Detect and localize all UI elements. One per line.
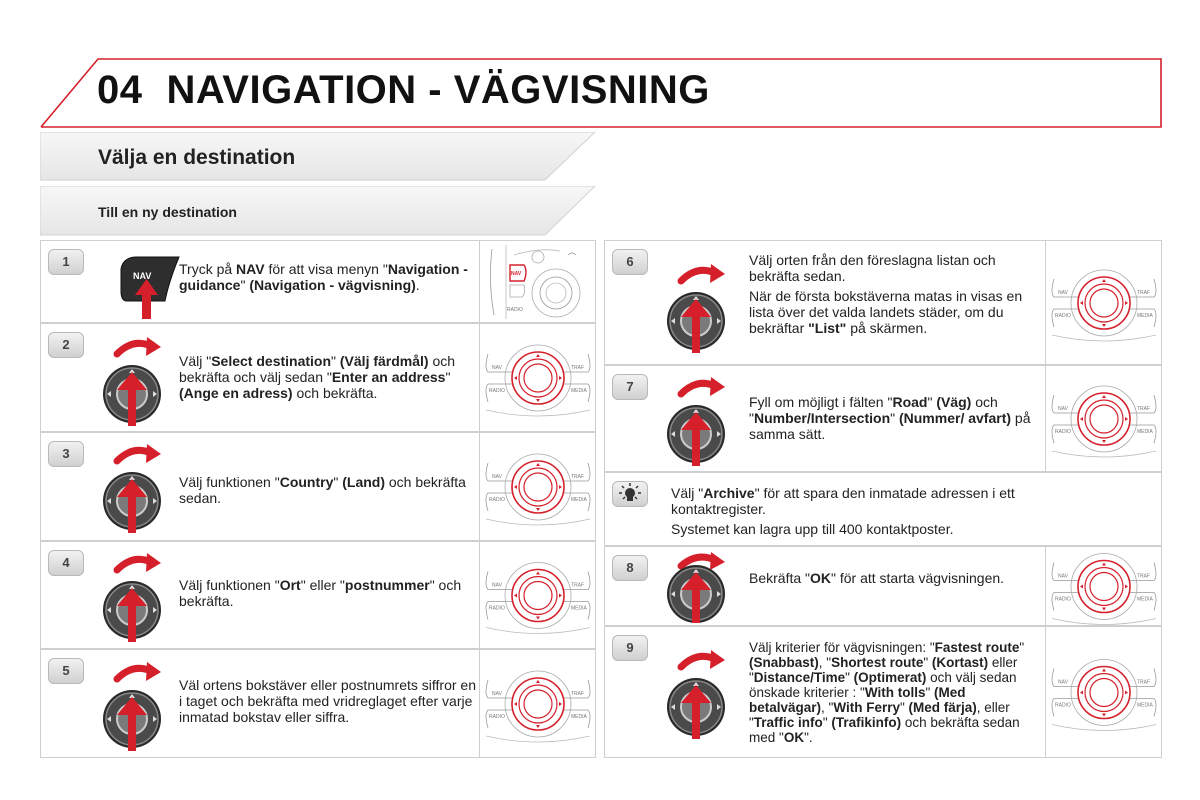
svg-text:TRAF: TRAF [571,365,585,371]
step-instruction: Väl ortens bokstäver eller postnumrets siffror en i taget och bekräfta med vridreglaget efter varje inmatad bokstav eller siffra. [179,677,476,725]
svg-text:TRAF: TRAF [571,474,585,480]
svg-text:RADIO: RADIO [489,714,505,720]
rotary-knob-icon [99,439,165,540]
rotary-knob-icon [663,259,729,360]
chapter-title [97,68,710,113]
svg-text:MEDIA: MEDIA [571,388,587,394]
step-number-badge: 5 [48,658,84,684]
step-instruction [749,252,1045,336]
nav-thumbnail [479,241,595,322]
svg-text:NAV: NAV [1058,290,1068,296]
nav-button-icon [117,251,187,324]
svg-text:TRAF: TRAF [1137,573,1151,580]
svg-text:MEDIA: MEDIA [571,497,587,503]
control-panel-thumbnail [479,650,595,757]
svg-text:MEDIA: MEDIA [1137,429,1153,435]
tip-note: Systemet kan lagra upp till 400 kontaktposter. [671,521,954,537]
step-number-badge: 3 [48,441,84,467]
step-number-badge: 2 [48,332,84,358]
step-9 [604,626,1162,758]
rotary-knob-icon [663,645,729,746]
step-instruction: Fyll om möjligt i fälten "Road" (Väg) och "Number/Intersection" (Nummer/ avfart) på samma sätt. [749,394,1031,442]
step-5 [40,649,596,758]
rotary-knob-icon [99,548,165,649]
svg-text:TRAF: TRAF [571,691,585,697]
svg-text:RADIO: RADIO [1055,429,1071,435]
step-2 [40,323,596,432]
control-panel-thumbnail [1045,627,1161,757]
svg-text:NAV: NAV [492,474,502,480]
svg-text:RADIO: RADIO [507,307,523,313]
control-panel-thumbnail [479,542,595,648]
step-instruction-line: Välj orten från den föreslagna listan och bekräfta sedan. [749,252,996,284]
subsection-title: Till en ny destination [98,204,237,220]
tip-line: Välj "Archive" för att spara den inmatade adressen i ett kontaktregister. [671,485,1015,517]
step-number-badge: 7 [612,374,648,400]
svg-text:MEDIA: MEDIA [571,605,587,612]
svg-text:NAV: NAV [511,271,522,277]
svg-text:RADIO: RADIO [1055,702,1071,709]
svg-text:NAV: NAV [1058,679,1068,686]
step-7 [604,365,1162,472]
control-panel-thumbnail [479,433,595,540]
tip-text [671,485,1091,537]
svg-text:NAV: NAV [1058,573,1068,580]
lightbulb-icon [612,481,648,507]
rotary-knob-icon [663,372,729,473]
step-number-badge: 9 [612,635,648,661]
svg-text:MEDIA: MEDIA [1137,596,1153,603]
svg-text:MEDIA: MEDIA [571,714,587,720]
step-number-badge: 4 [48,550,84,576]
step-3 [40,432,596,541]
svg-text:NAV: NAV [492,365,502,371]
svg-text:NAV: NAV [492,582,502,589]
step-instruction: Tryck på NAV för att visa menyn "Navigation - guidance" (Navigation - vägvisning). [179,261,468,293]
step-instruction: Välj funktionen "Country" (Land) och bekräfta sedan. [179,474,466,506]
svg-text:RADIO: RADIO [1055,313,1071,319]
step-instruction-note: När de första bokstäverna matas in visas en lista över det valda landets städer, om du bekräftar "List" på skärmen. [749,288,1023,336]
svg-text:TRAF: TRAF [1137,290,1151,296]
svg-text:RADIO: RADIO [1055,596,1071,603]
tip-box [604,472,1162,546]
step-number-badge: 1 [48,249,84,275]
step-4 [40,541,596,649]
step-instruction: Välj kriterier för vägvisningen: "Fastest route" (Snabbast), "Shortest route" (Kortast) eller "Distance/Time" (Optimerat) och välj sedan önskade kriterier : "With tolls" (Med betalvägar), "With Ferry" (Med färja), eller "Traffic info" (Trafikinfo) och bekräfta sedan med "OK". [749,640,1025,745]
svg-text:MEDIA: MEDIA [1137,313,1153,319]
rotary-knob-icon [663,550,729,630]
step-1 [40,240,596,323]
svg-text:TRAF: TRAF [1137,406,1151,412]
svg-text:TRAF: TRAF [1137,679,1151,686]
svg-text:RADIO: RADIO [489,388,505,394]
step-instruction: Välj funktionen "Ort" eller "postnummer" och bekräfta. [179,577,462,609]
svg-text:TRAF: TRAF [571,582,585,589]
control-panel-thumbnail [1045,241,1161,364]
svg-text:NAV: NAV [1058,406,1068,412]
rotary-knob-icon [99,332,165,433]
step-instruction: Välj "Select destination" (Välj färdmål) och bekräfta och välj sedan "Enter an address" (Ange en adress) och bekräfta. [179,353,456,401]
section-title: Välja en destination [98,146,296,169]
svg-text:RADIO: RADIO [489,497,505,503]
svg-text:NAV: NAV [133,271,152,281]
step-number-badge: 8 [612,555,648,581]
chapter-number: 04 [97,68,143,112]
svg-text:NAV: NAV [492,691,502,697]
control-panel-thumbnail [1045,547,1161,625]
step-6 [604,240,1162,365]
step-8 [604,546,1162,626]
svg-text:RADIO: RADIO [489,605,505,612]
svg-text:MEDIA: MEDIA [1137,702,1153,709]
control-panel-thumbnail [479,324,595,431]
chapter-title-text: NAVIGATION - VÄGVISNING [166,68,710,112]
rotary-knob-icon [99,657,165,758]
step-instruction: Bekräfta "OK" för att starta vägvisningen. [749,570,1005,586]
control-panel-thumbnail [1045,366,1161,471]
step-number-badge: 6 [612,249,648,275]
